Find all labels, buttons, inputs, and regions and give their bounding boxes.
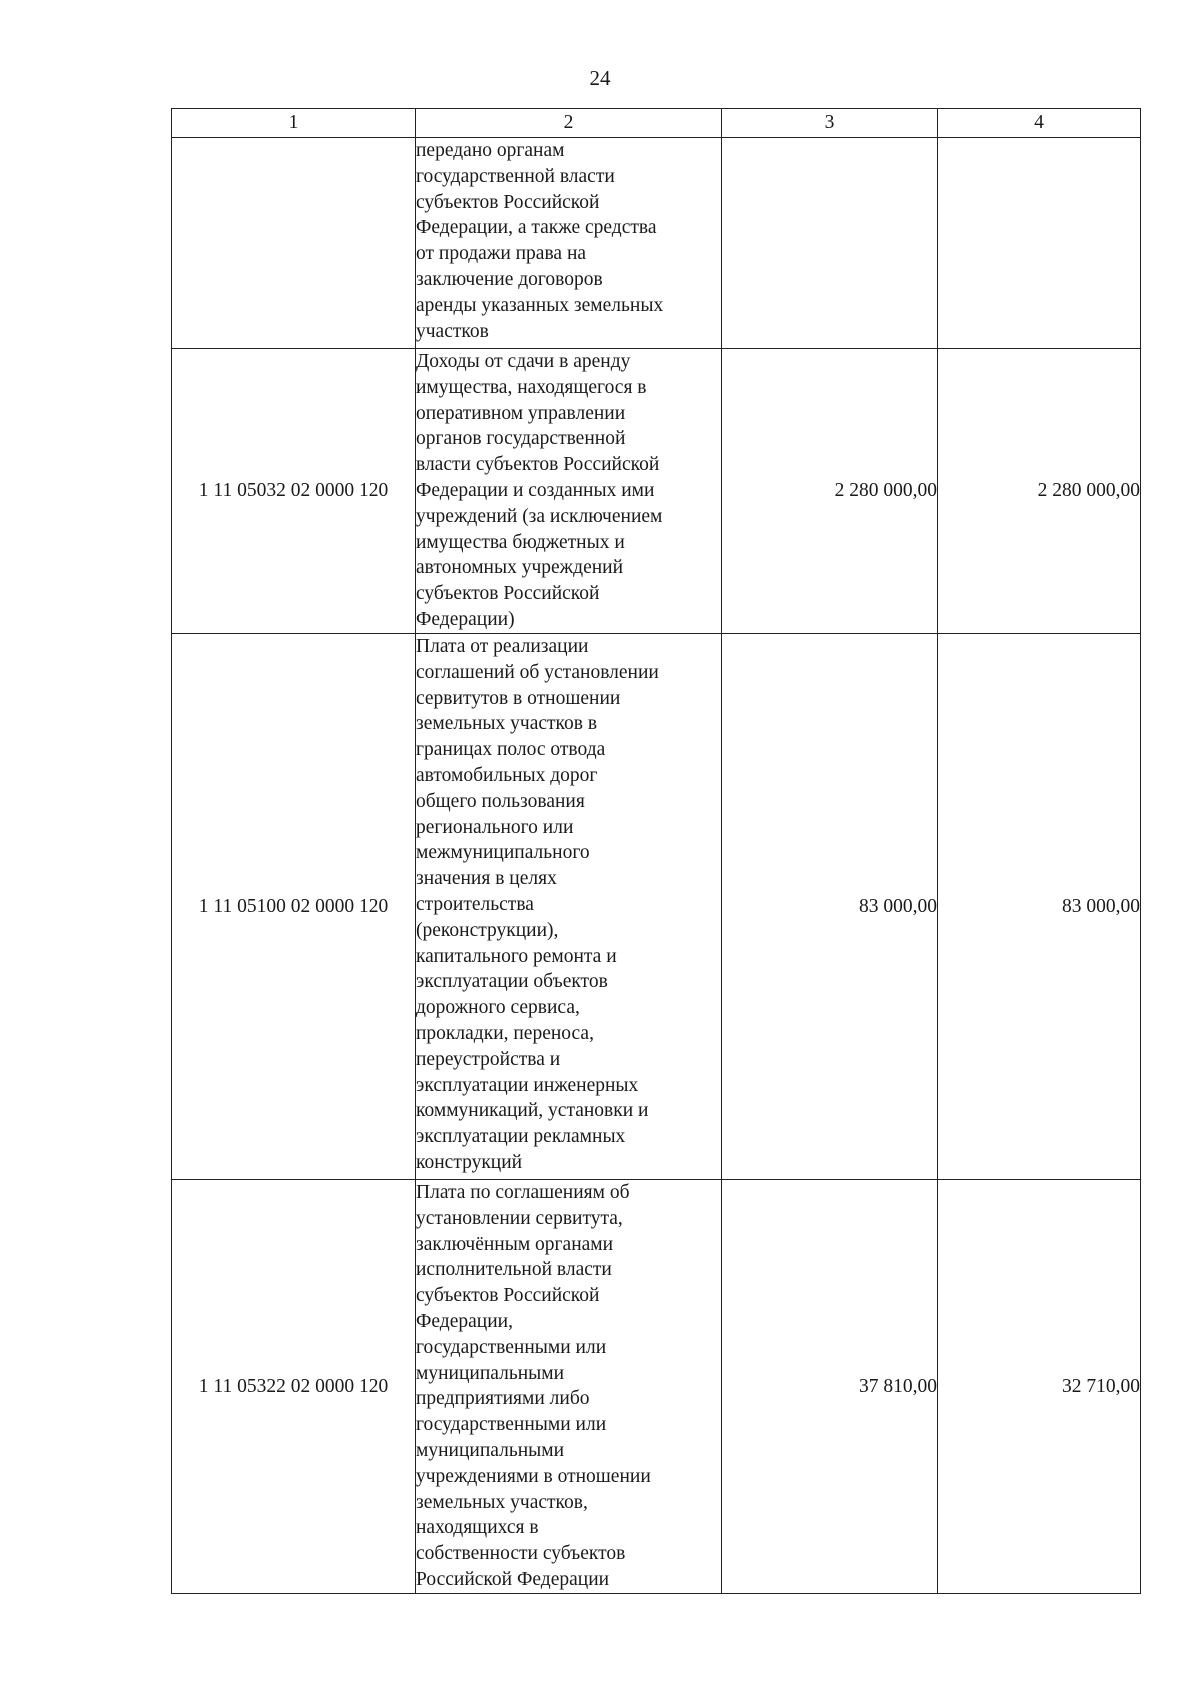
amount-cell-col4: 2 280 000,00 <box>938 349 1141 634</box>
table-header-row <box>172 109 1141 138</box>
description-cell: Доходы от сдачи в аренду имущества, находящегося в оперативном управлении органов государственной власти субъектов Российской Федерации и созданных ими учреждений (за исключением имущества бюджетных и автономных учреждений субъектов Российской Федерации) <box>416 349 722 634</box>
column-header-2: 2 <box>416 109 722 138</box>
amount-cell-col3: 2 280 000,00 <box>722 349 938 634</box>
revenue-table <box>171 108 1141 1594</box>
table-row <box>172 1180 1141 1594</box>
table-row <box>172 138 1141 349</box>
description-cell: Плата по соглашениям об установлении сервитута, заключённым органами исполнительной власти субъектов Российской Федерации, государственными или муниципальными предприятиями либо государственными или муниципальными учреждениями в отношении земельных участков, находящихся в собственности субъектов Российской Федерации <box>416 1180 722 1594</box>
table-row <box>172 349 1141 634</box>
amount-cell-col4: 83 000,00 <box>938 634 1141 1180</box>
column-header-4: 4 <box>938 109 1141 138</box>
amount-cell-col4: 32 710,00 <box>938 1180 1141 1594</box>
description-cell: передано органам государственной власти субъектов Российской Федерации, а также средства от продажи права на заключение договоров аренды указанных земельных участков <box>416 138 722 349</box>
description-cell: Плата от реализации соглашений об установлении сервитутов в отношении земельных участков в границах полос отвода автомобильных дорог общего пользования регионального или межмуниципального значения в целях строительства (реконструкции), капитального ремонта и эксплуатации объектов дорожного сервиса, прокладки, переноса, переустройства и эксплуатации инженерных коммуникаций, установки и эксплуатации рекламных конструкций <box>416 634 722 1180</box>
amount-cell-col4 <box>938 138 1141 349</box>
budget-code-cell: 1 11 05100 02 0000 120 <box>172 634 416 1180</box>
budget-code-cell <box>172 138 416 349</box>
page-number: 24 <box>589 66 611 90</box>
amount-cell-col3 <box>722 138 938 349</box>
amount-cell-col3: 37 810,00 <box>722 1180 938 1594</box>
amount-cell-col3: 83 000,00 <box>722 634 938 1180</box>
column-header-1: 1 <box>172 109 416 138</box>
table-row <box>172 634 1141 1180</box>
budget-code-cell: 1 11 05032 02 0000 120 <box>172 349 416 634</box>
column-header-3: 3 <box>722 109 938 138</box>
budget-code-cell: 1 11 05322 02 0000 120 <box>172 1180 416 1594</box>
